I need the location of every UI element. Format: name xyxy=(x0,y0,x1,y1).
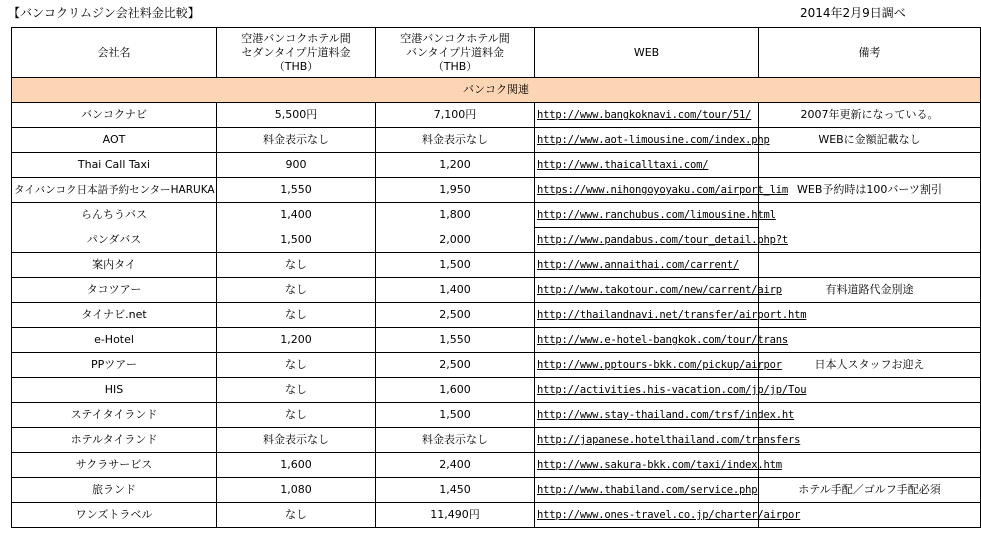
table-row xyxy=(12,178,981,203)
table-row xyxy=(12,278,981,303)
note-cell: 有料道路代金別途 xyxy=(759,278,981,303)
sedan-price-cell: なし xyxy=(217,503,376,528)
table-row xyxy=(12,453,981,478)
sedan-price-cell: 1,200 xyxy=(217,328,376,353)
web-link[interactable]: http://activities.his-vacation.com/jp/jp/Tou xyxy=(535,378,759,403)
sedan-price-cell: 1,080 xyxy=(217,478,376,503)
sedan-price-cell: 料金表示なし xyxy=(217,428,376,453)
van-price-cell: 2,000 xyxy=(376,228,535,253)
note-cell: ホテル手配／ゴルフ手配必須 xyxy=(759,478,981,503)
van-price-cell: 7,100円 xyxy=(376,103,535,128)
section-label: バンコク関連 xyxy=(12,78,981,103)
sedan-price-cell: なし xyxy=(217,278,376,303)
note-cell xyxy=(759,253,981,278)
van-price-cell: 料金表示なし xyxy=(376,428,535,453)
sedan-price-cell: なし xyxy=(217,303,376,328)
van-price-cell: 1,500 xyxy=(376,403,535,428)
header-row xyxy=(12,28,981,78)
company-cell: パンダバス xyxy=(12,228,217,253)
web-link[interactable]: http://japanese.hotelthailand.com/transfers xyxy=(535,428,759,453)
sedan-price-cell: 料金表示なし xyxy=(217,128,376,153)
sedan-price-cell: なし xyxy=(217,353,376,378)
sedan-price-cell: なし xyxy=(217,253,376,278)
note-cell xyxy=(759,153,981,178)
sedan-price-cell: 900 xyxy=(217,153,376,178)
web-link[interactable]: http://www.sakura-bkk.com/taxi/index.htm xyxy=(535,453,759,478)
van-price-cell: 2,400 xyxy=(376,453,535,478)
web-link[interactable]: http://www.pptours-bkk.com/pickup/airpor xyxy=(535,353,759,378)
company-cell: タイナビ.net xyxy=(12,303,217,328)
header-sedan-line-2: セダンタイプ片道料金 xyxy=(241,45,351,59)
van-price-cell: 料金表示なし xyxy=(376,128,535,153)
company-cell: 案内タイ xyxy=(12,253,217,278)
note-cell xyxy=(759,453,981,478)
web-link[interactable]: http://www.pandabus.com/tour_detail.php?t xyxy=(535,228,759,253)
web-link[interactable]: http://www.thaicalltaxi.com/ xyxy=(535,153,759,178)
header-sedan-line-3: （THB） xyxy=(273,59,319,73)
web-link[interactable]: https://www.nihongoyoyaku.com/airport_lim xyxy=(535,178,759,203)
header-sedan xyxy=(217,28,376,78)
company-cell: AOT xyxy=(12,128,217,153)
web-link[interactable]: http://www.aot-limousine.com/index.php xyxy=(535,128,759,153)
table-row xyxy=(12,328,981,353)
van-price-cell: 1,800 xyxy=(376,203,535,228)
table-row xyxy=(12,403,981,428)
header-sedan-line-1: 空港バンコクホテル間 xyxy=(241,31,351,45)
web-link[interactable]: http://www.bangkoknavi.com/tour/51/ xyxy=(535,103,759,128)
company-cell: PPツアー xyxy=(12,353,217,378)
company-cell: 旅ランド xyxy=(12,478,217,503)
sedan-price-cell: なし xyxy=(217,403,376,428)
table-row xyxy=(12,353,981,378)
web-link[interactable]: http://www.ranchubus.com/limousine.html xyxy=(535,203,759,228)
van-price-cell: 1,950 xyxy=(376,178,535,203)
table-row xyxy=(12,103,981,128)
company-cell: ステイタイランド xyxy=(12,403,217,428)
company-cell: e-Hotel xyxy=(12,328,217,353)
table-row xyxy=(12,303,981,328)
table-row xyxy=(12,203,981,228)
sedan-price-cell: なし xyxy=(217,378,376,403)
header-company: 会社名 xyxy=(12,28,217,78)
van-price-cell: 1,500 xyxy=(376,253,535,278)
van-price-cell: 1,200 xyxy=(376,153,535,178)
sedan-price-cell: 5,500円 xyxy=(217,103,376,128)
company-cell: ワンズトラベル xyxy=(12,503,217,528)
table-row xyxy=(12,478,981,503)
company-cell: サクラサービス xyxy=(12,453,217,478)
van-price-cell: 1,550 xyxy=(376,328,535,353)
table-row xyxy=(12,253,981,278)
company-cell: HIS xyxy=(12,378,217,403)
note-cell xyxy=(759,228,981,253)
van-price-cell: 11,490円 xyxy=(376,503,535,528)
van-price-cell: 1,450 xyxy=(376,478,535,503)
header-van xyxy=(376,28,535,78)
van-price-cell: 2,500 xyxy=(376,353,535,378)
company-cell: タコツアー xyxy=(12,278,217,303)
company-cell: バンコクナビ xyxy=(12,103,217,128)
web-link[interactable]: http://www.ones-travel.co.jp/charter/airpor xyxy=(535,503,759,528)
table-row xyxy=(12,128,981,153)
header-van-line-2: バンタイプ片道料金 xyxy=(405,45,504,59)
note-cell: 2007年更新になっている。 xyxy=(759,103,981,128)
note-cell: WEBに金額記載なし xyxy=(759,128,981,153)
table-row xyxy=(12,428,981,453)
note-cell xyxy=(759,328,981,353)
table-row xyxy=(12,378,981,403)
sedan-price-cell: 1,550 xyxy=(217,178,376,203)
web-link[interactable]: http://www.e-hotel-bangkok.com/tour/trans xyxy=(535,328,759,353)
note-cell: 日本人スタッフお迎え xyxy=(759,353,981,378)
sedan-price-cell: 1,600 xyxy=(217,453,376,478)
table-row xyxy=(12,153,981,178)
web-link[interactable]: http://www.annaithai.com/carrent/ xyxy=(535,253,759,278)
web-link[interactable]: http://www.thabiland.com/service.php xyxy=(535,478,759,503)
web-link[interactable]: http://www.stay-thailand.com/trsf/index.ht xyxy=(535,403,759,428)
web-link[interactable]: http://thailandnavi.net/transfer/airport.htm xyxy=(535,303,759,328)
company-cell: タイバンコク日本語予約センターHARUKA xyxy=(12,178,217,203)
web-link[interactable]: http://www.takotour.com/new/carrent/airp xyxy=(535,278,759,303)
section-row xyxy=(12,78,981,103)
header-web: WEB xyxy=(535,28,759,78)
header-van-line-3: （THB） xyxy=(432,59,478,73)
note-cell xyxy=(759,203,981,228)
table-row xyxy=(12,228,981,253)
comparison-table xyxy=(11,27,981,528)
note-cell: WEB予約時は100バーツ割引 xyxy=(759,178,981,203)
header-note: 備考 xyxy=(759,28,981,78)
van-price-cell: 1,600 xyxy=(376,378,535,403)
company-cell: らんちうバス xyxy=(12,203,217,228)
table-row xyxy=(12,503,981,528)
van-price-cell: 1,400 xyxy=(376,278,535,303)
company-cell: Thai Call Taxi xyxy=(12,153,217,178)
sheet-title: 【バンコクリムジン会社料金比較】 xyxy=(8,6,200,20)
survey-date: 2014年2月9日調べ xyxy=(800,6,906,20)
van-price-cell: 2,500 xyxy=(376,303,535,328)
sedan-price-cell: 1,500 xyxy=(217,228,376,253)
sedan-price-cell: 1,400 xyxy=(217,203,376,228)
company-cell: ホテルタイランド xyxy=(12,428,217,453)
header-van-line-1: 空港バンコクホテル間 xyxy=(400,31,510,45)
